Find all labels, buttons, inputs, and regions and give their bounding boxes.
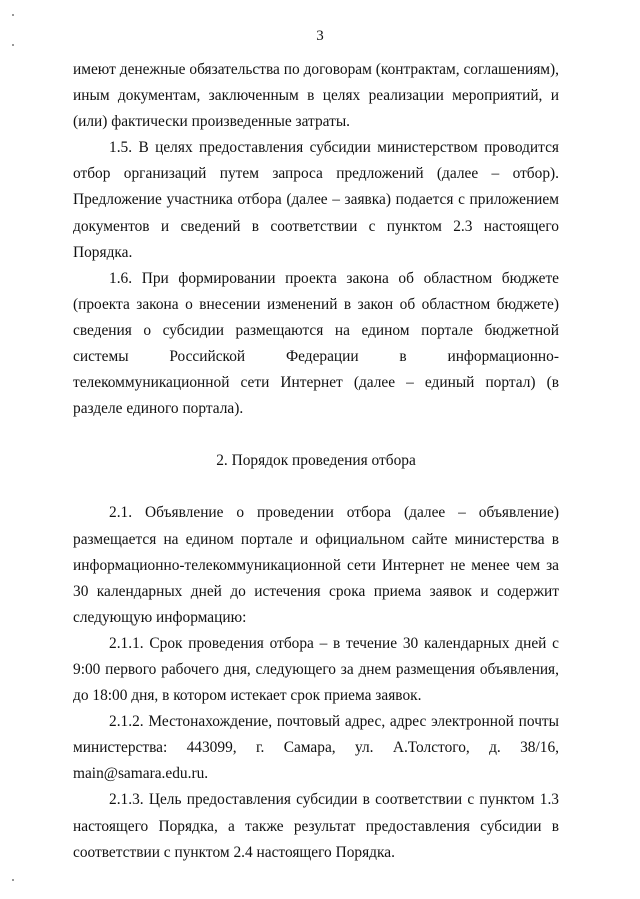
scan-speck: [12, 14, 14, 16]
section-heading: 2. Порядок проведения отбора: [216, 452, 416, 470]
paragraph-1-6: 1.6. При формировании проекта закона об областном бюджете (проекта закона о внесении изменений в закон об областном бюджете) сведения о субсидии размещаются на едином портале бюджетной системы Российской Федерации в информационно-телекоммуникационной сети Интернет (далее – единый портал) (в разделе единого портала).: [73, 269, 559, 418]
paragraph-2-1-2: 2.1.2. Местонахождение, почтовый адрес, адрес электронной почты министерства: 443099, г. Самара, ул. А.Толстого, д. 38/16, main@samara.edu.ru.: [73, 713, 559, 783]
paragraph-2-1: 2.1. Объявление о проведении отбора (далее – объявление) размещается на едином портале и официальном сайте министерства в информационно-телекоммуникационной сети Интернет не менее чем за 30 календарных дней до истечения срока приема заявок и содержит следующую информацию:: [73, 504, 559, 626]
paragraph-continuation: имеют денежные обязательства по договорам (контрактам, соглашениям), иным документам, заключенным в целях реализации мероприятий, и (или) фактически произведенные затраты.: [73, 61, 559, 131]
page-number: 3: [316, 28, 324, 44]
paragraph-2-1-3: 2.1.3. Цель предоставления субсидии в соответствии с пунктом 1.3 настоящего Порядка, а также результат предоставления субсидии в соответствии с пунктом 2.4 настоящего Порядка.: [73, 791, 559, 861]
scan-speck: [12, 879, 14, 881]
paragraph-1-5: 1.5. В целях предоставления субсидии министерством проводится отбор организаций путем запроса предложений (далее – отбор). Предложение участника отбора (далее – заявка) подается с приложением документов и сведений в соответствии с пунктом 2.3 настоящего Порядка.: [73, 139, 559, 261]
document-body: [73, 57, 559, 866]
paragraph-2-1-1: 2.1.1. Срок проведения отбора – в течение 30 календарных дней с 9:00 первого рабочего дня, следующего за днем размещения объявления, до 18:00 дня, в котором истекает срок приема заявок.: [73, 634, 559, 705]
